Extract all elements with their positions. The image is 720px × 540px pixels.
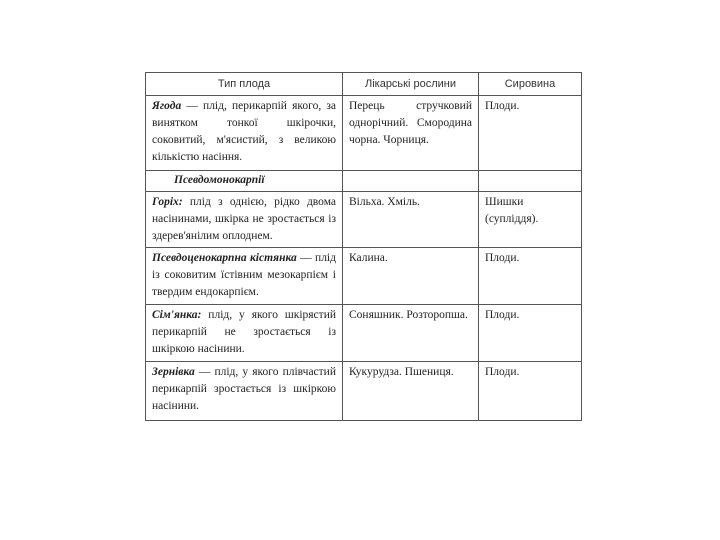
table-row (146, 192, 582, 248)
section-row (146, 171, 582, 192)
table-row (146, 96, 582, 171)
table-row (146, 305, 582, 362)
fruit-description: плід, у якого шкірястий перикарпій не зростається із шкіркою насінини. (152, 309, 336, 355)
fruit-types-table (145, 72, 582, 421)
fruit-type-cell (146, 96, 343, 171)
fruit-term: Зернівка (152, 366, 195, 378)
table-row (146, 362, 582, 421)
header-medicinal-plants: Лікарські рослини (343, 73, 479, 96)
plants-cell: Перець стручковий однорічний. Смородина чорна. Чорниця. (343, 96, 479, 171)
empty-cell (343, 171, 479, 192)
plants-cell: Вільха. Хміль. (343, 192, 479, 248)
raw-material-cell: Плоди. (479, 305, 582, 362)
fruit-term: Горіх: (152, 196, 183, 208)
raw-material-cell: Плоди. (479, 362, 582, 421)
fruit-type-cell (146, 248, 343, 305)
plants-cell: Кукурудза. Пшениця. (343, 362, 479, 421)
fruit-term: Ягода (152, 100, 182, 112)
header-fruit-type: Тип плода (146, 73, 343, 96)
table-row (146, 248, 582, 305)
fruit-description: — плід, у якого плівчастий перикарпій зростається із шкіркою насінини. (152, 366, 336, 412)
header-raw-material: Сировина (479, 73, 582, 96)
fruit-type-cell (146, 192, 343, 248)
fruit-description: — плід із соковитим їстівним мезокарпієм і твердим ендокарпієм. (152, 252, 336, 298)
fruit-term: Псевдоценокарпна кістянка (152, 252, 297, 264)
empty-cell (479, 171, 582, 192)
fruit-description: — плід, перикарпій якого, за винятком тонкої шкірочки, соковитий, м'ясистий, з великою кількістю насіння. (152, 100, 336, 163)
plants-cell: Соняшник. Розторопша. (343, 305, 479, 362)
fruit-term: Сім'янка: (152, 309, 202, 321)
raw-material-cell: Шишки (супліддя). (479, 192, 582, 248)
raw-material-cell: Плоди. (479, 96, 582, 171)
fruit-type-cell (146, 305, 343, 362)
fruit-type-cell (146, 362, 343, 421)
table-header-row (146, 73, 582, 96)
raw-material-cell: Плоди. (479, 248, 582, 305)
section-title: Псевдомонокарпії (146, 171, 343, 192)
fruit-description: плід з однією, рідко двома насінинами, шкірка не зростається із здерев'янілим оплоднем. (152, 196, 336, 242)
plants-cell: Калина. (343, 248, 479, 305)
